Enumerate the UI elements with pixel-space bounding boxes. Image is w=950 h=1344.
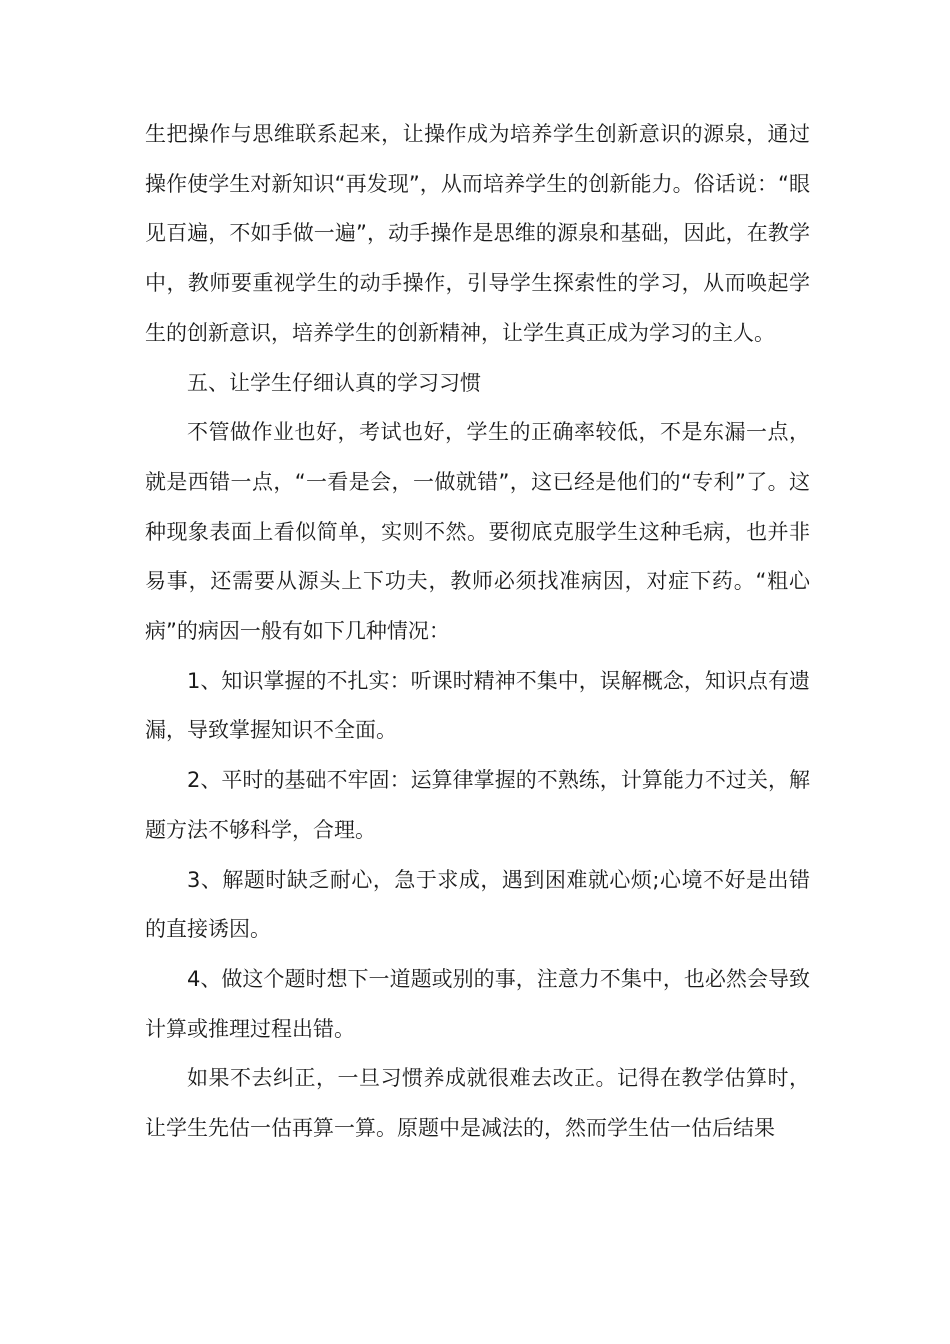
- paragraph-estimation: 如果不去纠正，一旦习惯养成就很难去改正。记得在教学估算时，让学生先估一估再算一算。原题中是减法的，然而学生估一估后结果: [145, 1066, 810, 1141]
- list-item-2: 2、平时的基础不牢固：运算律掌握的不熟练，计算能力不过关，解题方法不够科学，合理。: [145, 768, 810, 842]
- list-item-4: 4、做这个题时想下一道题或别的事，注意力不集中，也必然会导致计算或推理过程出错。: [145, 966, 810, 1041]
- section-heading: 五、让学生仔细认真的学习习惯: [187, 370, 481, 395]
- list-item-1: 1、知识掌握的不扎实：听课时精神不集中，误解概念，知识点有遗漏，导致掌握知识不全面。: [145, 668, 810, 743]
- paragraph-continuation: 生把操作与思维联系起来，让操作成为培养学生创新意识的源泉，通过操作使学生对新知识“再发现”，从而培养学生的创新能力。俗话说：“眼见百遍，不如手做一遍”，动手操作是思维的源泉和基础，因此，在教学中，教师要重视学生的动手操作，引导学生探索性的学习，从而唤起学生的创新意识，培养学生的创新精神，让学生真正成为学习的主人。: [145, 122, 810, 345]
- paragraph-careless-habits: 不管做作业也好，考试也好，学生的正确率较低，不是东漏一点，就是西错一点，“一看是会，一做就错”，这已经是他们的“专利”了。这种现象表面上看似简单，实则不然。要彻底克服学生这种毛病，也并非易事，还需要从源头上下功夫，教师必须找准病因，对症下药。“粗心病”的病因一般有如下几种情况：: [145, 420, 810, 644]
- list-item-3: 3、解题时缺乏耐心，急于求成，遇到困难就心烦;心境不好是出错的直接诱因。: [145, 867, 810, 942]
- document-body: [145, 110, 810, 1154]
